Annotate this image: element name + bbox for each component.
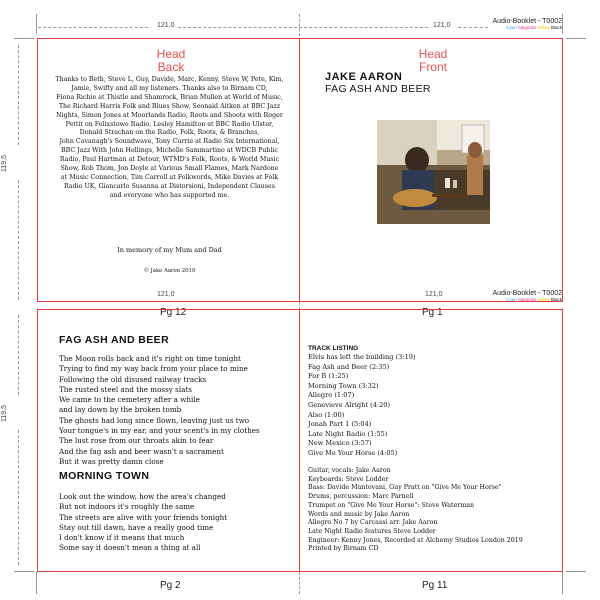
artist-name: JAKE AARON: [325, 71, 403, 83]
black-label: Black: [550, 297, 562, 302]
credit-line: Drums, percussion: Marc Parnell: [308, 493, 414, 501]
head-label: Head: [418, 47, 448, 61]
page-number-11: Pg 11: [422, 580, 448, 591]
head-label: Head: [156, 47, 186, 61]
track-list: [308, 353, 558, 459]
cyan-label: Cyan: [506, 297, 517, 302]
lyric-line: The Moon rolls back and it's right on time tonight: [59, 354, 241, 363]
song-title-fag-ash-and-beer: FAG ASH AND BEER: [59, 334, 170, 346]
lyric-line: Trying to find my way back from your place to mine: [59, 364, 248, 374]
lyric-line: Your tongue's in my ear, and your scent's in my clothes: [59, 426, 260, 436]
track-item: Give Me Your Horse (4:05): [308, 448, 398, 457]
crop-mark: [36, 572, 37, 594]
lyric-line: But it was pretty damn close: [59, 456, 164, 466]
credit-line: Words and music by Jake Aaron: [308, 510, 410, 518]
track-item: For B (1:25): [308, 372, 349, 381]
front-label: Front: [418, 60, 447, 74]
thanks-text: [42, 76, 297, 201]
lyric-line: Some say it doesn't mean a thing at all: [59, 543, 201, 553]
booklet-reference-top: [492, 18, 562, 30]
credit-line: Engineer: Kenny Jones, Recorded at Alchemy Studios London 2019: [308, 536, 523, 544]
cover-photo-illustration: [377, 120, 490, 224]
thanks-line: Pettit on Felixstowe Radio, Lesley Hamilton at BBC Radio Ulster,: [65, 120, 274, 128]
cmyk-legend: [492, 25, 562, 30]
back-label: Back: [157, 60, 185, 74]
copyright-notice: © Jake Aaron 2019: [143, 268, 196, 274]
back-panel: [37, 38, 300, 302]
album-title: FAG ASH AND BEER: [325, 83, 431, 95]
thanks-line: Show, Rob Thom, Jon Doyle at Various Small Flames, Mark Nardone: [60, 165, 279, 173]
thanks-line: Donald Strachan on the Radio, Folk, Roots, & Branches,: [79, 129, 260, 137]
height-guide: [18, 180, 19, 300]
track-item: Genevieve Alright (4:20): [308, 400, 391, 409]
song-title-morning-town: MORNING TOWN: [59, 470, 150, 482]
yellow-label: Yellow: [536, 297, 550, 302]
thanks-line: The Richard Harris Folk and Blues Show, Seonaid Aitken at BBC Jazz: [58, 102, 281, 110]
thanks-line: Radio, Paul Hartman at Detour, WTMD's Folk, Roots, & World Music: [59, 156, 280, 164]
song-lyrics-morning-town: [59, 492, 299, 554]
lyric-line: I don't know if it means that much: [59, 533, 185, 543]
height-guide: [18, 430, 19, 565]
track-item: Late Night Radio (1:55): [308, 429, 388, 438]
crop-mark: [566, 571, 586, 572]
lyric-line: We came to the cemetery after a while: [59, 395, 200, 405]
dimension-width-top-left: 121,0: [157, 22, 175, 29]
thanks-line: Thanks to Beth, Steve L, Guy, Davide, Marc, Kenny, Steve W, Pete, Kim,: [55, 76, 284, 83]
fold-line: [299, 14, 300, 36]
magenta-label: Magenta: [518, 297, 536, 302]
thanks-line: BBC Jazz With John Hellings, Michelle Sammartino at WDCB Public: [61, 147, 278, 155]
height-guide: [18, 45, 19, 145]
credit-line: Allegro No 7 by Carcassi arr. Jake Aaron: [308, 519, 438, 527]
track-item: New Mexico (3:57): [308, 439, 372, 448]
tracklist-panel: [299, 309, 563, 572]
credit-line: Keyboards: Steve Lodder: [308, 475, 389, 483]
lyric-line: But not indoors it's roughly the same: [59, 502, 195, 512]
track-item: Jonah Part 1 (5:04): [308, 420, 372, 429]
dimension-width-mid-right: 121,0: [425, 291, 443, 298]
fold-line: [299, 572, 300, 594]
crop-mark: [562, 572, 563, 594]
crop-mark: [566, 38, 586, 39]
page-number-12: Pg 12: [160, 307, 187, 318]
dimension-height-top: 119,5: [1, 155, 8, 172]
head-front-label: [408, 48, 458, 74]
thanks-line: at Music Connection, Tim Carroll at Folkwords, Mike Davies at Folk: [60, 173, 279, 181]
credits-list: [308, 467, 562, 554]
thanks-line: Radio UK, Giancarlo Susanna at Distorsioni, Independent Clauses: [64, 182, 275, 190]
lyrics-panel: [37, 309, 300, 572]
height-guide: [18, 315, 19, 395]
booklet-code: Audio-Booklet - T0002: [492, 18, 562, 25]
magenta-label: Magenta: [518, 25, 536, 30]
thanks-line: Nights, Simon Jones at Moorlands Radio, Roots and Shoots with Roger: [56, 111, 283, 119]
dimension-line-top: [38, 27, 148, 28]
lyric-line: Look out the window, how the area's changed: [59, 492, 226, 501]
track-item: Allegro (1:07): [308, 391, 355, 400]
credit-line: Trumpet on "Give Me Your Horse": Steve Waterman: [308, 501, 475, 509]
crop-mark: [14, 571, 34, 572]
black-label: Black: [550, 25, 562, 30]
memory-dedication: In memory of my Mum and Dad: [117, 246, 222, 254]
thanks-line: Fiona Richie at Thistle and Shamrock, Brian Mullen at World of Music,: [56, 93, 283, 101]
credit-line: Late Night Radio features Steve Lodder: [308, 527, 436, 535]
track-item: Also (1:00): [308, 410, 345, 419]
track-item: Fag Ash and Beer (2:35): [308, 362, 390, 371]
dimension-line-top: [458, 27, 488, 28]
dimension-height-bottom: 119,5: [1, 405, 8, 422]
credit-line: Bass: Davide Mantovani, Guy Pratt on "Give Me Your Horse": [308, 484, 502, 492]
credit-line: Printed by Birnam CD: [308, 545, 379, 553]
cover-photo: [377, 120, 490, 224]
lyric-line: and lay down by the broken tomb: [59, 405, 182, 415]
crop-mark: [36, 14, 37, 34]
track-item: Morning Town (3:32): [308, 381, 379, 390]
thanks-line: Jamie, Swifty and all my listeners. Thanks also to Birnam CD,: [71, 84, 268, 92]
front-panel: [299, 38, 563, 302]
track-item: Elvis has left the building (3:19): [308, 353, 416, 361]
dimension-width-top-right: 121,0: [433, 22, 451, 29]
cyan-label: Cyan: [506, 25, 517, 30]
booklet-code: Audio-Booklet - T0002: [492, 290, 562, 297]
lyric-line: The streets are alive with your friends tonight: [59, 512, 228, 522]
yellow-label: Yellow: [536, 25, 550, 30]
dimension-width-mid-left: 121,0: [157, 291, 175, 298]
crop-mark: [14, 38, 34, 39]
lyric-line: The ghosts had long since flown, leaving just us two: [59, 415, 250, 425]
credit-line: Guitar, vocals: Jake Aaron: [308, 467, 391, 474]
thanks-line: John Cavanagh's Soundwave, Tony Currie at Radio Six International,: [59, 138, 280, 146]
lyric-line: And the fag ash and beer wasn't a sacrament: [59, 446, 224, 456]
dimension-line-top: [178, 27, 428, 28]
lyric-line: Stay out till dawn, have a really good time: [59, 522, 214, 532]
head-back-label: [146, 48, 196, 74]
track-listing-heading: TRACK LISTING: [308, 345, 359, 352]
lyric-line: Following the old disused railway tracks: [59, 374, 207, 384]
thanks-line: and everyone who has supported me.: [109, 191, 230, 199]
song-lyrics-fag-ash-and-beer: [59, 354, 299, 467]
lyric-line: The lust rose from our throats akin to fear: [59, 436, 214, 446]
lyric-line: The rusted steel and the mossy slats: [59, 384, 192, 394]
crop-mark: [562, 14, 563, 34]
page-number-1: Pg 1: [422, 307, 443, 318]
page-number-2: Pg 2: [160, 580, 181, 591]
